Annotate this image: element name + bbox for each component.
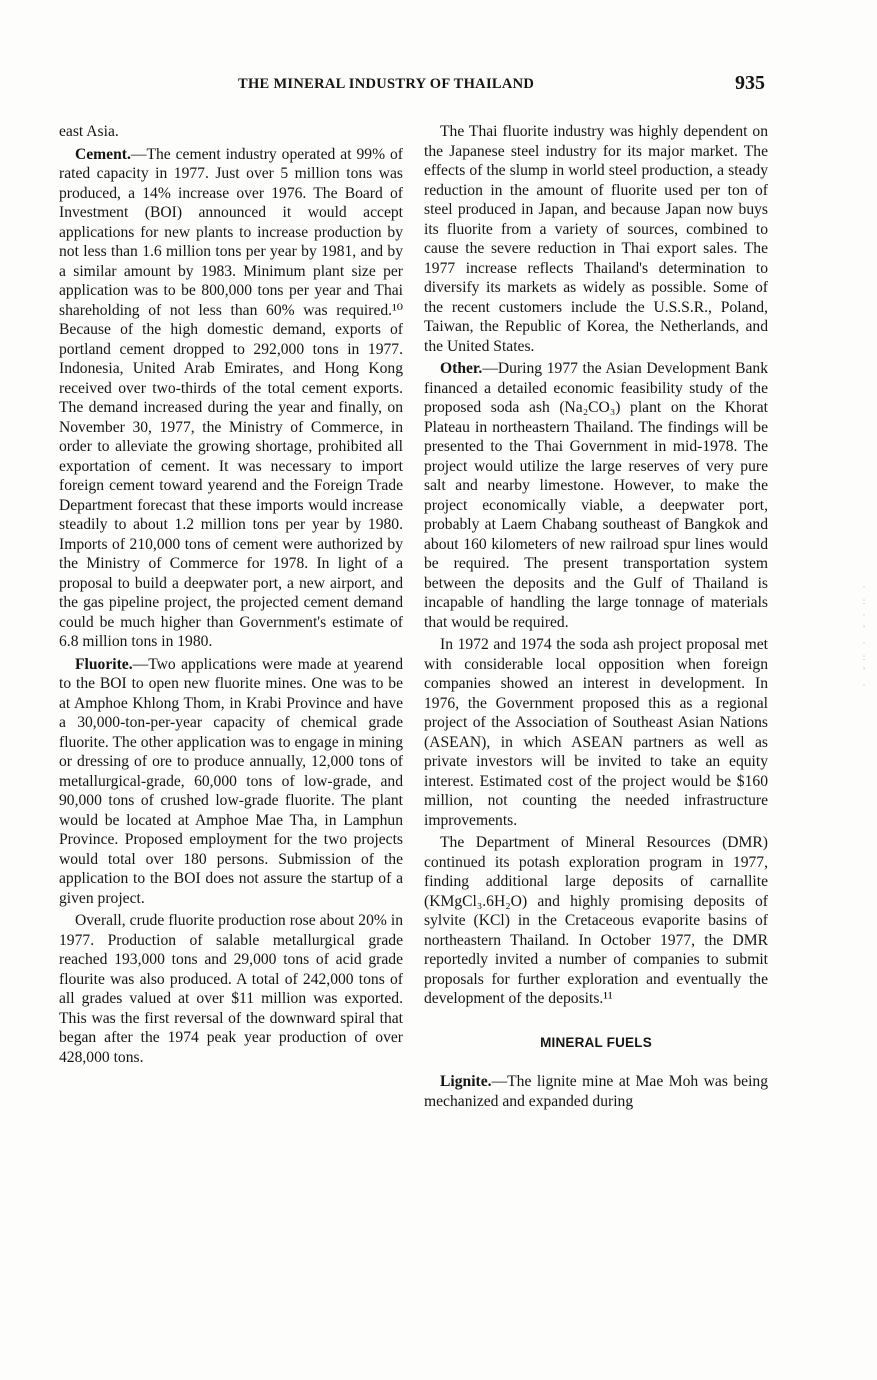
paragraph-lignite-text: —The lignite mine at Mae Moh was being mechanized and expanded during [424, 1073, 768, 1110]
page-number: 935 [735, 72, 765, 94]
paragraph-cement [59, 145, 403, 652]
paragraph-soda-ash: In 1972 and 1974 the soda ash project proposal met with considerable local opposition when foreign companies showed an interest in development. In 1976, the Government proposed this as a regional project of the Association of Southeast Asian Nations (ASEAN), in which ASEAN partners as well as private investors will be invited to take an equity interest. Estimated cost of the project would be $160 million, not counting the needed infrastructure improvements. [424, 636, 768, 829]
scan-margin-specks: · : · ' · : ' · [862, 582, 866, 690]
paragraph-dmr-potash: The Department of Mineral Resources (DMR) continued its potash exploration program in 1977, finding additional large deposits of carnallite (KMgCl₃.6H₂O) and highly promising deposits of sylvite (KCl) in the Cretaceous evaporite basins of northeastern Thailand. In October 1977, the DMR reportedly invited a number of companies to submit proposals for further exploration and eventually the development of the deposits.¹¹ [424, 834, 768, 1007]
paragraph-other-text: —During 1977 the Asian Development Bank financed a detailed economic feasibility study of the proposed soda ash (Na₂CO₃) plant on the Khorat Plateau in northeastern Thailand. The findings will be presented to the Thai Government in mid-1978. The project would utilize the large reserves of very pure salt and nearby limestone. However, to make the project economically viable, a deepwater port, probably at Laem Chabang southeast of Bangkok and about 160 kilometers of new railroad spur lines would be required. The present transportation system between the deposits and the Gulf of Thailand is incapable of handling the large tonnage of materials that would be required. [424, 360, 768, 631]
section-heading-mineral-fuels: MINERAL FUELS [540, 1034, 652, 1050]
run-in-heading-fluorite: Fluorite. [75, 655, 133, 673]
run-in-heading-other: Other. [440, 360, 483, 377]
paragraph-continuation: east Asia. [59, 123, 119, 140]
paragraph-fluorite-production: Overall, crude fluorite production rose about 20% in 1977. Production of salable metallurgical grade reached 193,000 tons and 29,000 tons of acid grade flourite was also produced. A total of 242,000 tons of all grades valued at over $11 million was exported. This was the first reversal of the downward spiral that began after the 1974 peak year production of over 428,000 tons. [59, 912, 403, 1066]
running-head: THE MINERAL INDUSTRY OF THAILAND [238, 76, 535, 92]
paragraph-fluorite [59, 655, 403, 909]
paragraph-fluorite-market: The Thai fluorite industry was highly dependent on the Japanese steel industry for its major market. The effects of the slump in world steel production, a steady reduction in the amount of fluorite used per ton of steel produced in Japan, and because Japan now buys its fluorite from a variety of sources, combined to cause the severe reduction in Thai export sales. The 1977 increase reflects Thailand's determination to diversify its markets as widely as possible. Some of the recent customers include the U.S.S.R., Poland, Taiwan, the Republic of Korea, the Netherlands, and the United States. [424, 123, 768, 355]
run-in-heading-lignite: Lignite. [440, 1073, 492, 1090]
right-column [424, 122, 768, 1114]
left-column [59, 122, 403, 1070]
paragraph-lignite [424, 1072, 768, 1111]
paragraph-fluorite-text: —Two applications were made at yearend to the BOI to open new fluorite mines. One was to be at Amphoe Khlong Thom, in Krabi Province and have a 30,000-ton-per-year capacity of chemical grade fluorite. The other application was to engage in mining or dressing of ore to produce annually, 12,000 tons of metallurgical-grade, 60,000 tons of low-grade, and 90,000 tons of crushed low-grade fluorite. The plant would be located at Amphoe Mae Tha, in Lamphun Province. Proposed employment for the two projects would total over 180 persons. Submission of the application to the BOI does not assure the startup of a given project. [59, 655, 403, 907]
paragraph-other [424, 359, 768, 632]
paragraph-cement-text: —The cement industry operated at 99% of rated capacity in 1977. Just over 5 million tons was produced, a 14% increase over 1976. The Board of Investment (BOI) announced it would accept applications for new plants to increase production by not less than 1.6 million tons per year by 1981, and by a similar amount by 1983. Minimum plant size per application was to be 800,000 tons per year and Thai shareholding of not less than 60% was required.¹⁰ Because of the high domestic demand, exports of portland cement dropped to 292,000 tons in 1977. Indonesia, United Arab Emirates, and Hong Kong received over two-thirds of the total cement exports. The demand increased during the year and finally, on November 30, 1977, the Ministry of Commerce, in order to alleviate the growing shortage, prohibited all exportation of cement. It was necessary to import foreign cement toward yearend and the Foreign Trade Department forecast that these imports would increase steadily to about 1.2 million tons per year by 1980. Imports of 210,000 tons of cement were authorized by the Ministry of Commerce for 1978. In light of a proposal to build a deepwater port, a new airport, and the gas pipeline project, the projected cement demand could be much higher than Government's estimate of 6.8 million tons in 1980. [59, 145, 403, 650]
run-in-heading-cement: Cement. [75, 145, 131, 163]
